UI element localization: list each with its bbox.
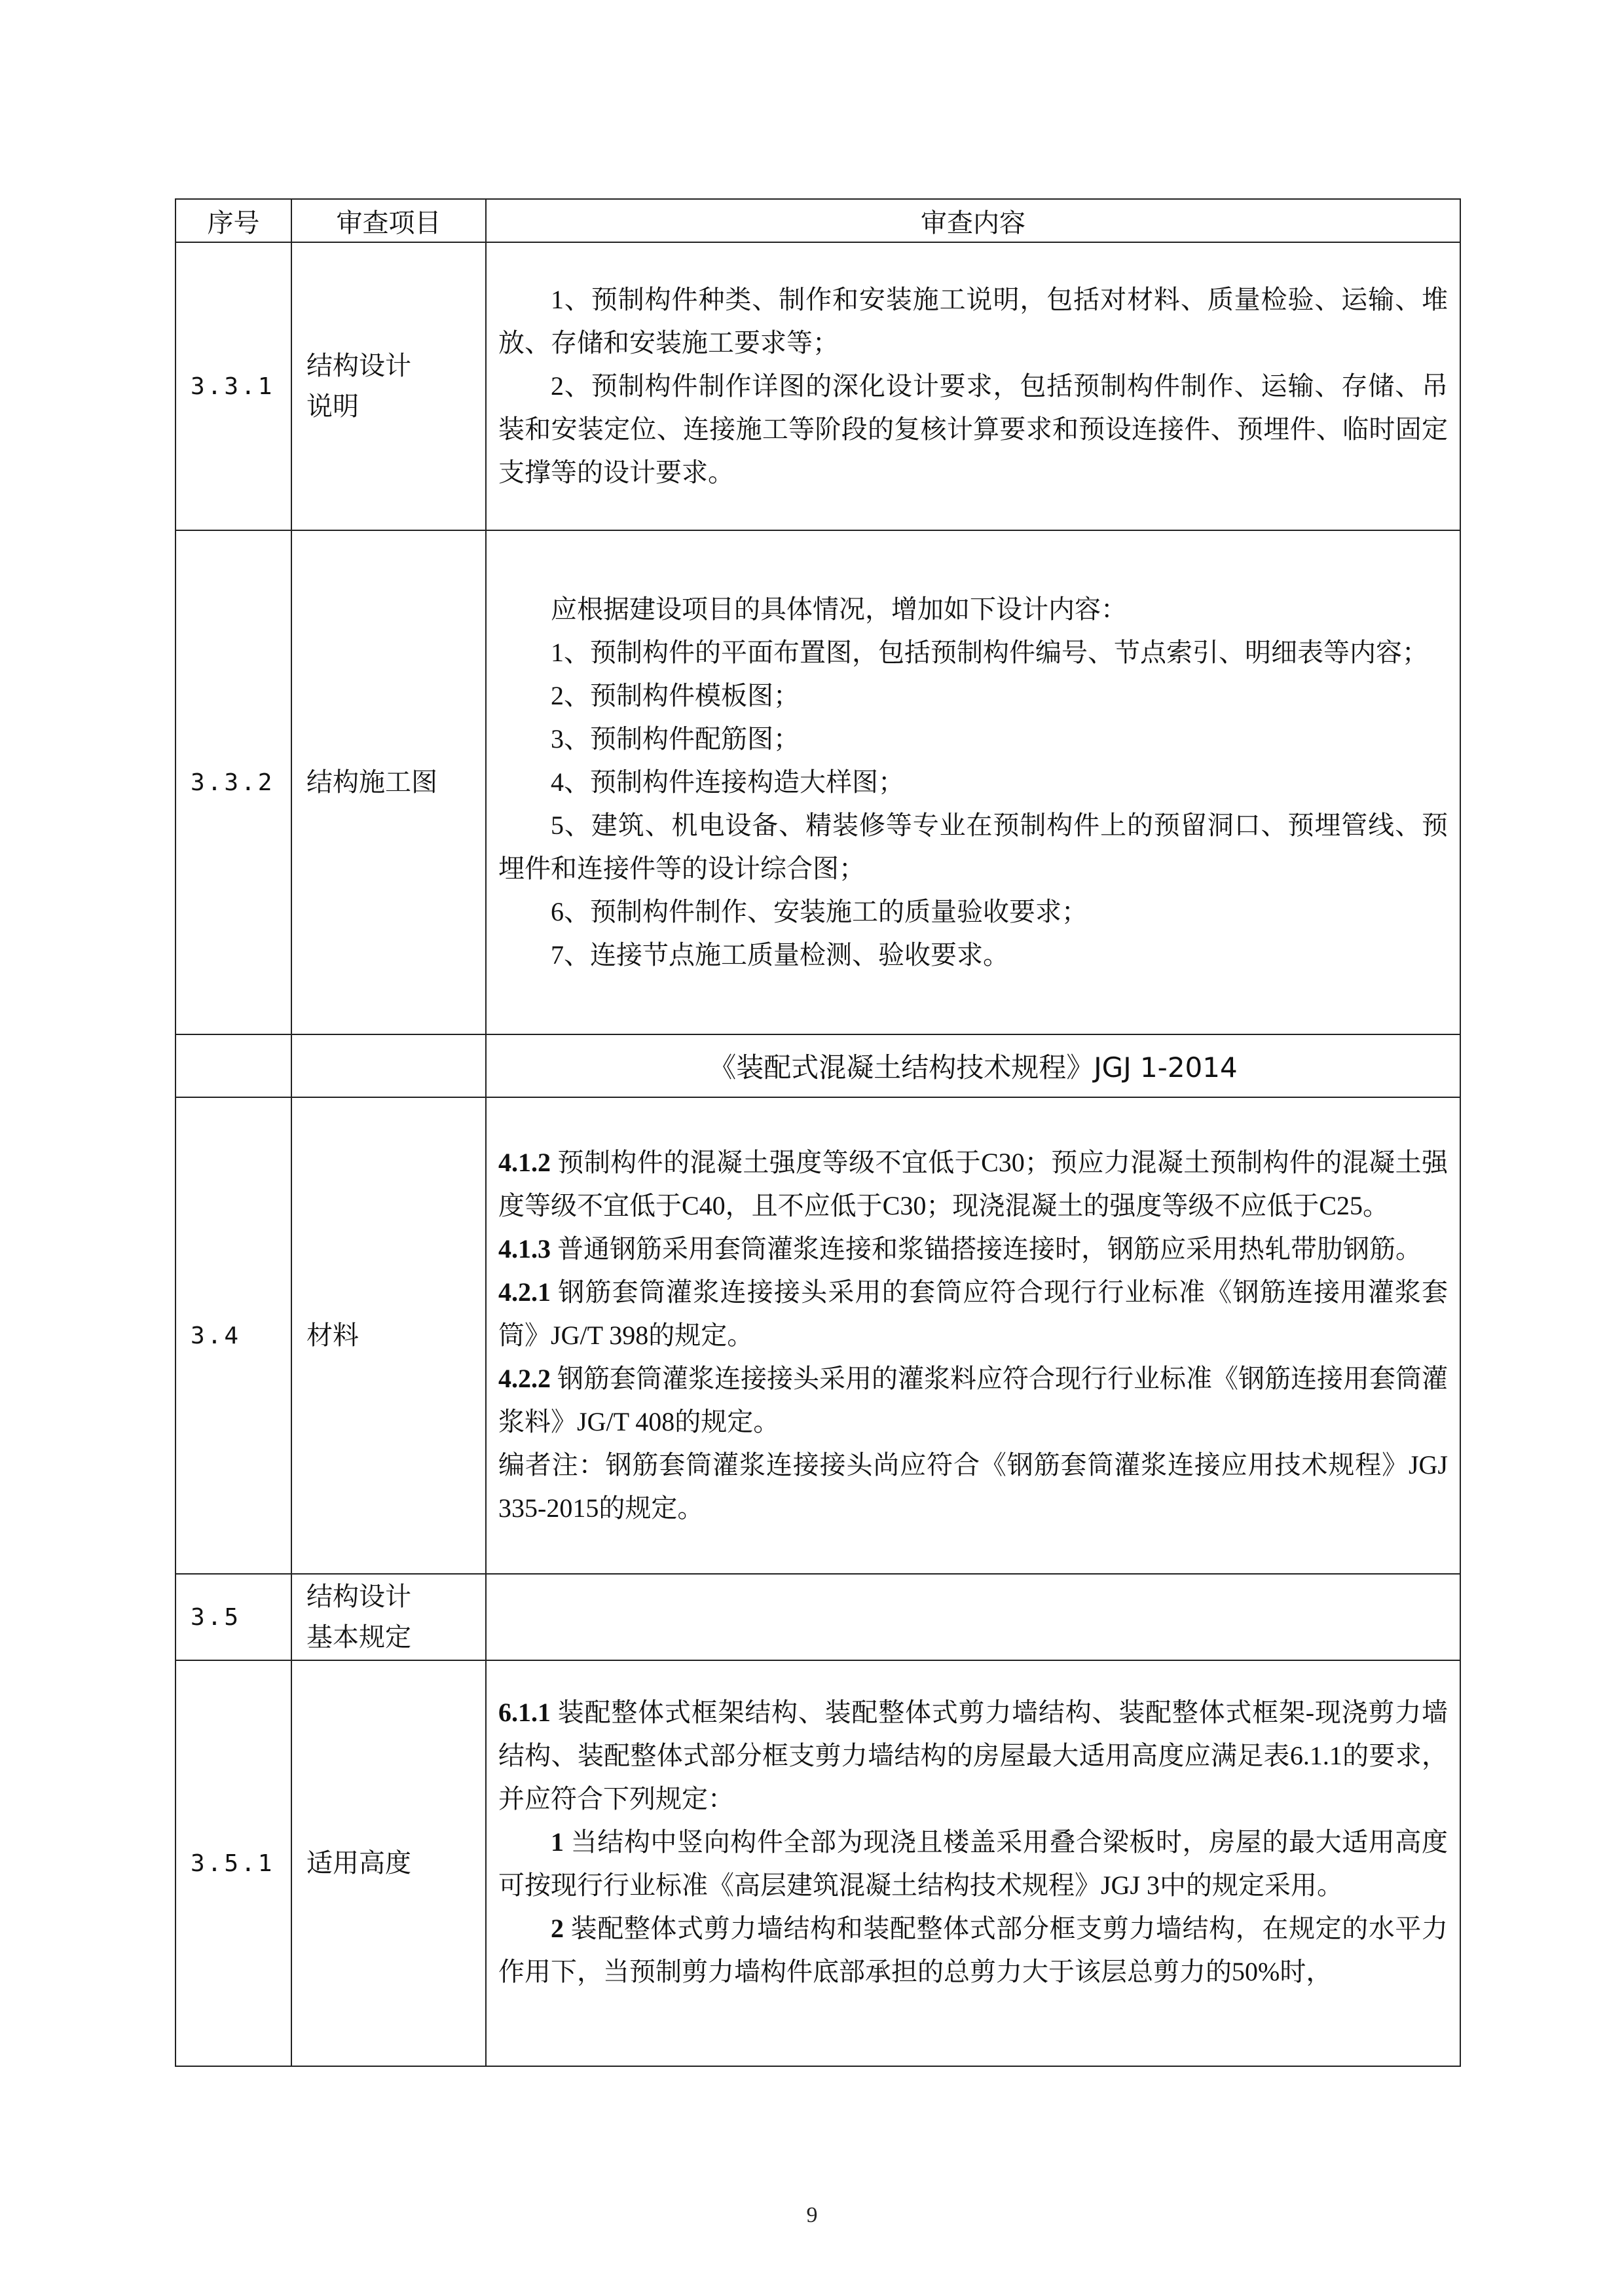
clause-text: 装配整体式剪力墙结构和装配整体式部分框支剪力墙结构，在规定的水平力作用下，当预制剪力墙构件底部承担的总剪力大于该层总剪力的50%时， <box>498 1914 1448 1986</box>
header-item: 审查项目 <box>291 199 486 242</box>
item-line: 适用高度 <box>306 1848 411 1878</box>
clause <box>498 1228 1448 1271</box>
clause-number: 4.1.2 <box>498 1148 551 1177</box>
row-number: 3.5 <box>175 1574 291 1660</box>
empty-cell <box>175 1034 291 1097</box>
row-content <box>486 242 1460 530</box>
row-number: 3.4 <box>175 1097 291 1574</box>
clause-text: 普通钢筋采用套筒灌浆连接和浆锚搭接连接时，钢筋应采用热轧带肋钢筋。 <box>551 1234 1422 1264</box>
content-paragraph: 4、预制构件连接构造大样图； <box>551 767 904 797</box>
clause-number: 2 <box>551 1914 564 1943</box>
section-title-row <box>175 1034 1460 1097</box>
content-paragraph: 6、预制构件制作、安装施工的质量验收要求； <box>551 897 1088 926</box>
clause-text: 当结构中竖向构件全部为现浇且楼盖采用叠合梁板时，房屋的最大适用高度可按现行行业标准《高层建筑混凝土结构技术规程》JGJ 3中的规定采用。 <box>498 1827 1448 1900</box>
clause <box>498 1271 1448 1357</box>
content-paragraph: 5、建筑、机电设备、精装修等专业在预制构件上的预留洞口、预埋管线、预埋件和连接件等的设计综合图； <box>498 811 1448 883</box>
item-line: 结构施工图 <box>306 767 437 797</box>
header-number: 序号 <box>175 199 291 242</box>
section-title: 《装配式混凝土结构技术规程》JGJ 1-2014 <box>486 1034 1460 1097</box>
clause-number: 4.2.1 <box>498 1277 551 1307</box>
content-paragraph: 7、连接节点施工质量检测、验收要求。 <box>551 940 1009 970</box>
row-content <box>486 1097 1460 1574</box>
row-number: 3.3.1 <box>175 242 291 530</box>
content-paragraph: 1、预制构件的平面布置图，包括预制构件编号、节点索引、明细表等内容； <box>551 638 1428 667</box>
content-paragraph: 2、预制构件模板图； <box>551 681 800 710</box>
table-row <box>175 242 1460 530</box>
empty-cell <box>291 1034 486 1097</box>
clause-text: 钢筋套筒灌浆连接接头采用的灌浆料应符合现行行业标准《钢筋连接用套筒灌浆料》JG/T 408的规定。 <box>498 1364 1448 1436</box>
table-row <box>175 1660 1460 2066</box>
clause-text: 装配整体式框架结构、装配整体式剪力墙结构、装配整体式框架-现浇剪力墙结构、装配整体式部分框支剪力墙结构的房屋最大适用高度应满足表6.1.1的要求，并应符合下列规定： <box>498 1698 1448 1813</box>
clause-text: 编者注：钢筋套筒灌浆连接接头尚应符合《钢筋套筒灌浆连接应用技术规程》JGJ 335-2015的规定。 <box>498 1450 1448 1523</box>
row-item <box>291 1097 486 1574</box>
content-paragraph: 2、预制构件制作详图的深化设计要求，包括预制构件制作、运输、存储、吊装和安装定位、连接施工等阶段的复核计算要求和预设连接件、预埋件、临时固定支撑等的设计要求。 <box>498 371 1448 487</box>
editor-note <box>498 1444 1448 1530</box>
clause-number: 6.1.1 <box>498 1698 551 1727</box>
item-line: 结构设计 <box>306 1582 411 1612</box>
review-table <box>175 198 1461 2067</box>
table-row <box>175 1097 1460 1574</box>
row-item <box>291 1574 486 1660</box>
row-content <box>486 530 1460 1034</box>
content-paragraph: 3、预制构件配筋图； <box>551 724 800 754</box>
empty-cell <box>486 1574 1460 1660</box>
table-row <box>175 530 1460 1034</box>
row-item <box>291 242 486 530</box>
table-row <box>175 1574 1460 1660</box>
content-paragraph: 应根据建设项目的具体情况，增加如下设计内容： <box>551 594 1127 624</box>
header-content: 审查内容 <box>486 199 1460 242</box>
clause <box>498 1907 1448 1994</box>
clause-number: 4.2.2 <box>498 1364 551 1393</box>
clause <box>498 1821 1448 1907</box>
clause-text: 预制构件的混凝土强度等级不宜低于C30；预应力混凝土预制构件的混凝土强度等级不宜低于C40，且不应低于C30；现浇混凝土的强度等级不应低于C25。 <box>498 1148 1448 1220</box>
clause-number: 1 <box>551 1827 564 1857</box>
row-item <box>291 530 486 1034</box>
clause <box>498 1691 1448 1821</box>
clause <box>498 1357 1448 1444</box>
item-line: 基本规定 <box>306 1622 411 1652</box>
clause <box>498 1141 1448 1228</box>
item-line: 结构设计 <box>306 351 411 381</box>
table-header-row <box>175 199 1460 242</box>
content-paragraph: 1、预制构件种类、制作和安装施工说明，包括对材料、质量检验、运输、堆放、存储和安装施工要求等； <box>498 285 1448 357</box>
page-number: 9 <box>806 2203 818 2227</box>
item-line: 说明 <box>306 392 359 422</box>
row-content <box>486 1660 1460 2066</box>
item-line: 材料 <box>306 1321 359 1351</box>
row-number: 3.3.2 <box>175 530 291 1034</box>
row-item <box>291 1660 486 2066</box>
clause-text: 钢筋套筒灌浆连接接头采用的套筒应符合现行行业标准《钢筋连接用灌浆套筒》JG/T 398的规定。 <box>498 1277 1448 1350</box>
row-number: 3.5.1 <box>175 1660 291 2066</box>
clause-number: 4.1.3 <box>498 1234 551 1264</box>
